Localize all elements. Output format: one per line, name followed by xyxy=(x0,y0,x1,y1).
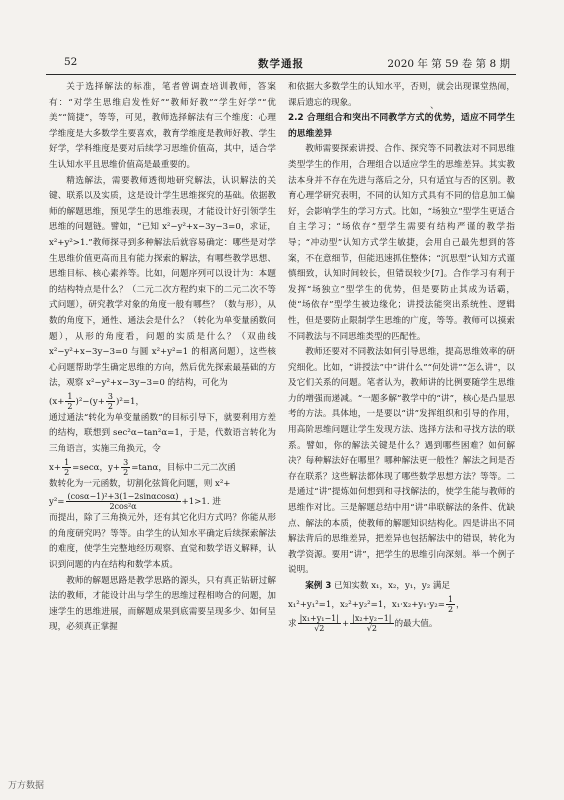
issue-info: 2020 年 第 59 卷 第 8 期 xyxy=(387,58,510,70)
equation-line: (x+ $\frac{1}{2}$ )²−(y+ $\frac{3}{2}$ )²=1， xyxy=(49,391,145,411)
equation-line: y²= $\frac{\text{(cosα−1)²+3(1−2sinαcosα)}}{\text{2cos²α}}$ +1>1. 进 xyxy=(49,492,221,512)
stray-mark: 、 xyxy=(430,101,440,111)
section-heading: 2.2 合理组合和突出不同教学方式的优势，适应不同学生的思维差异 xyxy=(288,113,515,139)
fraction: $\frac{3}{2}$ xyxy=(107,391,114,411)
fraction: $\frac{1}{2}$ xyxy=(67,391,73,411)
left-column xyxy=(49,80,276,636)
paragraph: 精选解法，需要教师透彻地研究解法，认识解法的关键、联系以及实质，这是设计学生思维探究的基础。依据教师的解题思维，预见学生的思维表现，才能设计好引领学生思维的问题链。譬如，“已知 x²−y²+x−3y−3=0，求证，x²+y²>1.”教师探寻到多种解法后就容易确定：哪些是对学生思维价值更高而且有能力探索的解法，有哪些教学思想、思维目标、核心素养等。比如，问题序列可以设计为：本题的结构特点是什么？（二元二次方程约束下的二元二次不等式问题），研究教学对象的角度一般有哪些？（数与形），从数的角度下，通性、通法会是什么？（转化为单变量函数问题），从形的角度看，问题的实质是什么？（双曲线 x²−y²+x−3y−3=0 与圆 x²+y²=1 的相离问题），这些核心问题帮助学生确定思维的方向，然后优先探索最基础的方法，观察 x²−y²+x−3y−3=0 的结构，可化为 xyxy=(49,175,276,389)
fraction: $\frac{1}{2}$ xyxy=(64,457,70,477)
equation-line: x+ $\frac{1}{2}$ =secα，y+ $\frac{3}{2}$ =tanα，目标中二元二次函 xyxy=(49,457,236,477)
case-statement: 案例 3 已知实数 x₁，x₂，y₁，y₂ 满足 xyxy=(305,581,451,591)
fraction: $\frac{3}{2}$ xyxy=(123,457,129,477)
paragraph: 教师的解题思路是教学思路的源头，只有真正钻研过解法的教师，才能设计出与学生的思维过程相吻合的问题，加速学生的思维进展，而解题成果到底需要呈现多少、如何呈现，必须真正掌握 xyxy=(49,575,276,633)
fraction: $\frac{1}{2}$ xyxy=(447,594,454,614)
paragraph: 教师还要对不同教法如何引导思维，提高思维效率的研究细化。比如，“讲授法”中“讲什么”“何处讲”“怎么讲”，以及它们关系的问题。笔者认为，教师讲的比例要随学生思维力的增强而递减。“一题多解”教学中的“讲”，核心是凸显思考的方法。具体地，一是要以“讲”发挥组织和引导的作用，用高阶思维问题让学生发现方法、选择方法和寻找方法的联系。譬如，你的解法关键是什么？遇到哪些困难？如何解决？每种解法好在哪里？哪种解法更一般性？解法之间是否存在联系？这些解法都体现了哪些数学思想方法？等等。二是通过“讲”提炼如何想到和寻找解法的，使学生能与教师的思维作对比。三是解题总结中用“讲”串联解法的条件、优缺点、解法的本质，使教师的解题知识结构化。四是讲出不同解法背后的思维差异，把差异也包括解法中的错误，转化为教学资源。要用“讲”，把学生的思维引向深刻。举一个例子说明。 xyxy=(288,347,515,576)
equation-line: 求 $\frac{\text{|x₁+y₁−1|}}{√2}$ + $\frac{\text{|x₂+y₂−1|}}{√2}$ 的最大值。 xyxy=(288,613,438,633)
fraction: $\frac{\text{|x₂+y₂−1|}}{√2}$ xyxy=(352,613,392,633)
paragraph: 数转化为一元函数，切割化弦简化问题，则 x²+ xyxy=(49,478,231,489)
fraction: $\frac{\text{|x₁+y₁−1|}}{√2}$ xyxy=(299,613,339,633)
paragraph: 而提出，除了三角换元外，还有其它化归方式吗？你能从形的角度研究吗？等等。由学生的认知水平确定后续探索解法的难度，使学生完整地经历观察、直觉和数学语义解释，认识到问题的内在结构和数学本质。 xyxy=(49,513,276,571)
paragraph: 关于选择解法的标准，笔者曾调查培训教师，答案有：“对学生思维启发性好”“教师好教”“学生好学”“优美”“简捷”，等等，可见，教师选择解法有三个维度：心理学维度是大多数学生要喜欢，教育学维度是教师好教、学生好学，学科维度是要对后续学习思维价值高，其中，适合学生认知水平且思维价值高是最重要的。 xyxy=(49,82,276,170)
case-label: 案例 3 xyxy=(305,581,332,591)
journal-title: 数学通报 xyxy=(258,58,304,70)
paragraph: 通过通法“转化为单变量函数”的目标引导下，就要利用方差的结构，联想到 sec²α−tan²α=1，于是，代数语言转化为三角语言，实施三角换元，令 xyxy=(49,412,276,455)
running-header xyxy=(46,56,516,75)
fraction: $\frac{\text{(cosα−1)²+3(1−2sinαcosα)}}{\text{2cos²α}}$ xyxy=(67,492,179,512)
paragraph: 教师需要探索讲授、合作、探究等不同教法对不同思维类型学生的作用，合理组合以适应学生的思维差异。其实教法本身并不存在先进与落后之分，只有适宜与否的区别。教育心理学研究表明，不同的认知方式具有不同的信息加工偏好，会影响学生的学习方式。比如，“场独立”型学生更适合自主学习；“场依存”型学生需要有结构严谨的教学指导；“冲动型”认知方式学生敏捷，会用自己最先想到的答案，不在意细节，但能迅速抓住整体；“沉思型”认知方式谨慎细致，认知时间较长，但错误较少[7]。合作学习有利于发挥“场独立”型学生的优势，但是要防止其成为话霸，使“场依存”型学生被边缘化；讲授法能突出系统性、逻辑性，但是要防止限制学生思维的广度，等等。教师可以摸索不同教法与不同思维类型的匹配性。 xyxy=(288,144,515,342)
page-number: 52 xyxy=(64,56,78,68)
right-column xyxy=(288,80,515,633)
equation-line: x₁²+y₁²=1，x₂²+y₂²=1，x₁·x₂+y₁·y₂= $\frac{1}{2}$ ， xyxy=(288,594,465,614)
watermark: 万方数据 xyxy=(8,781,45,791)
paragraph: 和依据大多数学生的认知水平，否则，就会出现课堂热闹，课后遗忘的现象。 xyxy=(288,82,515,108)
